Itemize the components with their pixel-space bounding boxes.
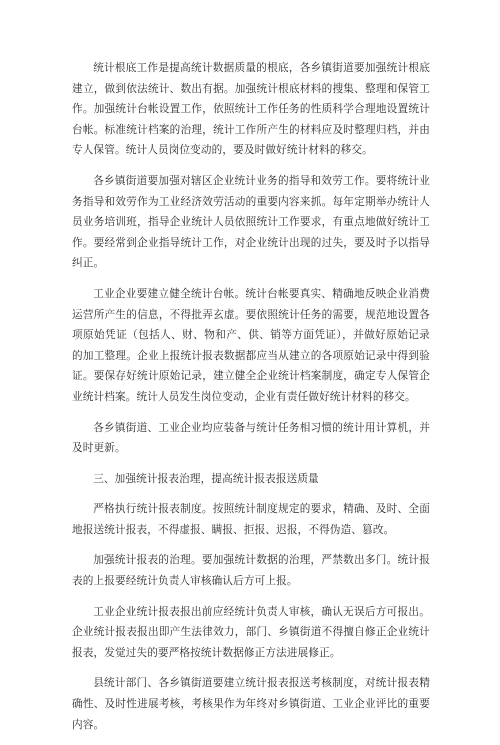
paragraph-statistics-foundation: 统计根底工作是提高统计数据质量的根底，各乡镇街道要加强统计根底建立，做到依法统计、数出有据。加强统计根底材料的搜集、整理和保管工作。加强统计台帐设置工作，依照统计工作任务的性质科学合理地设置统计台帐。标准统计档案的治理，统计工作所产生的材料应及时整理归档，并由专人保管。统计人员岗位变动的，要及时做好统计材料的移交。 (72, 62, 430, 157)
section-heading-report-management: 三、加强统计报表治理，提高统计报表报送质量 (93, 472, 319, 485)
paragraph-report-system: 严格执行统计报表制度。按照统计制度规定的要求，精确、及时、全面地报送统计报表，不得虚报、瞒报、拒报、迟报，不得伪造、篡改。 (72, 503, 430, 536)
paragraph-computer-equipment: 各乡镇街道、工业企业均应装备与统计任务相习惯的统计用计算机，并及时更新。 (72, 421, 430, 455)
paragraph-enterprise-ledgers: 工业企业要建立健全统计台帐。统计台帐要真实、精确地反映企业消费运营所产生的信息，不得批弄玄虚。要依照统计任务的需要，规范地设置各项原始凭证（包括人、财、物和产、供、销等方面凭证），并做好原始记录的加工整理。企业上报统计报表数据都应当从建立的各项原始记录中得到验证。要保存好统计原始记录，建立健全企业统计档案制度，确定专人保管企业统计档案。统计人员发生岗位变动，企业有责任做好统计材料的移交。 (72, 287, 430, 403)
paragraph-enterprise-report-review: 工业企业统计报表报出前应经统计负责人审核，确认无误后方可报出。企业统计报表报出即产生法律效力，部门、乡镇街道不得擅自修正企业统计报表，发觉过失的要严格按统计数据修正方法进展修正。 (72, 605, 430, 659)
paragraph-enterprise-guidance: 各乡镇街道要加强对辖区企业统计业务的指导和效劳工作。要将统计业务指导和效劳作为工业经济效劳活动的重要内容来抓。每年定期举办统计人员业务培训班，指导企业统计人员依照统计工作要求，有重点地做好统计工作。要经常到企业指导统计工作，对企业统计出现的过失，要及时予以指导纠正。 (72, 174, 430, 270)
paragraph-report-governance: 加强统计报表的治理。要加强统计数据的治理，严禁数出多门。统计报表的上报要经统计负责人审核确认后方可上报。 (72, 554, 430, 588)
paragraph-assessment-system: 县统计部门、各乡镇街道要建立统计报表报送考核制度，对统计报表精确性、及时性进展考核，考核果作为年终对乡镇街道、工业企业评比的重要内容。 (72, 677, 430, 731)
document-page (72, 58, 430, 745)
